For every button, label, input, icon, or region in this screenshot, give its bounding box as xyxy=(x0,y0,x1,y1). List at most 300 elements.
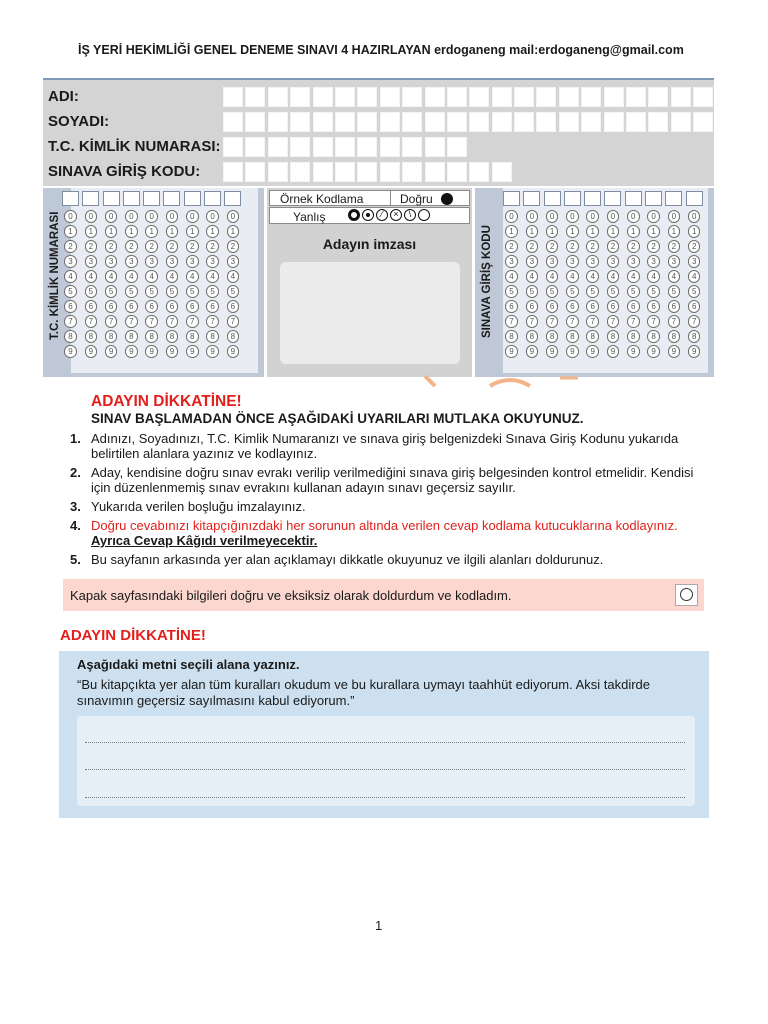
tc-vertical-label: T.C. KİMLİK NUMARASI xyxy=(49,211,61,340)
digit-bubble[interactable]: 7 xyxy=(566,315,579,328)
digit-bubble[interactable]: 0 xyxy=(206,210,219,223)
digit-bubble[interactable]: 4 xyxy=(206,270,219,283)
digit-bubble[interactable]: 7 xyxy=(546,315,559,328)
column-digit-box[interactable] xyxy=(625,191,642,206)
digit-bubble[interactable]: 3 xyxy=(586,255,599,268)
digit-bubble[interactable]: 2 xyxy=(546,240,559,253)
column-digit-box[interactable] xyxy=(665,191,682,206)
letter-box[interactable] xyxy=(335,87,355,107)
digit-bubble[interactable]: 2 xyxy=(526,240,539,253)
letter-box[interactable] xyxy=(268,137,288,157)
letter-box[interactable] xyxy=(536,112,556,132)
digit-bubble[interactable]: 2 xyxy=(166,240,179,253)
digit-bubble[interactable]: 1 xyxy=(85,225,98,238)
letter-box[interactable] xyxy=(223,112,243,132)
letter-box[interactable] xyxy=(425,87,445,107)
digit-bubble[interactable]: 9 xyxy=(546,345,559,358)
digit-bubble[interactable]: 5 xyxy=(647,285,660,298)
digit-bubble[interactable]: 0 xyxy=(607,210,620,223)
digit-bubble[interactable]: 4 xyxy=(166,270,179,283)
digit-bubble[interactable]: 5 xyxy=(227,285,240,298)
digit-bubble[interactable]: 5 xyxy=(125,285,138,298)
letter-box[interactable] xyxy=(626,112,646,132)
digit-bubble[interactable]: 4 xyxy=(586,270,599,283)
digit-bubble[interactable]: 9 xyxy=(145,345,158,358)
column-digit-box[interactable] xyxy=(82,191,99,206)
name-input-boxes[interactable] xyxy=(223,87,713,107)
digit-bubble[interactable]: 4 xyxy=(64,270,77,283)
digit-bubble[interactable]: 9 xyxy=(688,345,701,358)
letter-box[interactable] xyxy=(402,87,422,107)
digit-bubble[interactable]: 2 xyxy=(227,240,240,253)
letter-box[interactable] xyxy=(335,137,355,157)
digit-bubble[interactable]: 7 xyxy=(668,315,681,328)
digit-bubble[interactable]: 7 xyxy=(166,315,179,328)
digit-bubble[interactable]: 4 xyxy=(105,270,118,283)
digit-bubble[interactable]: 8 xyxy=(627,330,640,343)
letter-box[interactable] xyxy=(313,112,333,132)
digit-bubble[interactable]: 9 xyxy=(586,345,599,358)
letter-box[interactable] xyxy=(245,112,265,132)
digit-bubble[interactable]: 4 xyxy=(85,270,98,283)
digit-bubble[interactable]: 3 xyxy=(105,255,118,268)
digit-bubble[interactable]: 5 xyxy=(566,285,579,298)
digit-bubble[interactable]: 3 xyxy=(227,255,240,268)
column-digit-box[interactable] xyxy=(123,191,140,206)
digit-bubble[interactable]: 3 xyxy=(566,255,579,268)
digit-bubble[interactable]: 5 xyxy=(627,285,640,298)
digit-bubble[interactable]: 0 xyxy=(145,210,158,223)
letter-box[interactable] xyxy=(514,112,534,132)
letter-box[interactable] xyxy=(313,162,333,182)
digit-bubble[interactable]: 7 xyxy=(206,315,219,328)
digit-bubble[interactable]: 0 xyxy=(166,210,179,223)
letter-box[interactable] xyxy=(581,112,601,132)
digit-bubble[interactable]: 6 xyxy=(546,300,559,313)
letter-box[interactable] xyxy=(223,87,243,107)
letter-box[interactable] xyxy=(492,162,512,182)
column-digit-box[interactable] xyxy=(604,191,621,206)
digit-bubble[interactable]: 7 xyxy=(586,315,599,328)
letter-box[interactable] xyxy=(425,112,445,132)
digit-bubble[interactable]: 3 xyxy=(206,255,219,268)
digit-bubble[interactable]: 3 xyxy=(125,255,138,268)
letter-box[interactable] xyxy=(693,87,713,107)
digit-bubble[interactable]: 0 xyxy=(668,210,681,223)
digit-bubble[interactable]: 5 xyxy=(105,285,118,298)
digit-bubble[interactable]: 9 xyxy=(166,345,179,358)
digit-bubble[interactable]: 3 xyxy=(64,255,77,268)
digit-bubble[interactable]: 1 xyxy=(627,225,640,238)
confirmation-checkbox[interactable] xyxy=(675,584,698,606)
digit-bubble[interactable]: 5 xyxy=(85,285,98,298)
bubble-column xyxy=(686,191,703,360)
digit-bubble[interactable]: 8 xyxy=(586,330,599,343)
digit-bubble[interactable]: 9 xyxy=(85,345,98,358)
letter-box[interactable] xyxy=(380,112,400,132)
letter-box[interactable] xyxy=(380,162,400,182)
bubble-column xyxy=(62,191,79,360)
digit-bubble[interactable]: 0 xyxy=(546,210,559,223)
digit-bubble[interactable]: 1 xyxy=(105,225,118,238)
digit-bubble[interactable]: 8 xyxy=(166,330,179,343)
letter-box[interactable] xyxy=(245,137,265,157)
watermark-fragment xyxy=(420,374,580,388)
correct-filled-bubble-icon xyxy=(441,193,453,205)
column-digit-box[interactable] xyxy=(224,191,241,206)
digit-bubble[interactable]: 3 xyxy=(145,255,158,268)
digit-bubble[interactable]: 5 xyxy=(64,285,77,298)
letter-box[interactable] xyxy=(425,162,445,182)
digit-bubble[interactable]: 9 xyxy=(607,345,620,358)
pledge-panel xyxy=(59,651,709,818)
letter-box[interactable] xyxy=(290,87,310,107)
digit-bubble[interactable]: 1 xyxy=(227,225,240,238)
digit-bubble[interactable]: 6 xyxy=(607,300,620,313)
letter-box[interactable] xyxy=(380,137,400,157)
letter-box[interactable] xyxy=(357,137,377,157)
digit-bubble[interactable]: 5 xyxy=(206,285,219,298)
digit-bubble[interactable]: 7 xyxy=(64,315,77,328)
digit-bubble[interactable]: 9 xyxy=(125,345,138,358)
rule-text: Yukarıda verilen boşluğu imzalayınız. xyxy=(91,499,306,514)
digit-bubble[interactable]: 8 xyxy=(105,330,118,343)
digit-bubble[interactable]: 8 xyxy=(64,330,77,343)
letter-box[interactable] xyxy=(357,112,377,132)
digit-bubble[interactable]: 8 xyxy=(505,330,518,343)
digit-bubble[interactable]: 7 xyxy=(125,315,138,328)
digit-bubble[interactable]: 5 xyxy=(586,285,599,298)
digit-bubble[interactable]: 0 xyxy=(64,210,77,223)
digit-bubble[interactable]: 7 xyxy=(227,315,240,328)
digit-bubble[interactable]: 3 xyxy=(85,255,98,268)
letter-box[interactable] xyxy=(447,87,467,107)
digit-bubble[interactable]: 3 xyxy=(627,255,640,268)
digit-bubble[interactable]: 2 xyxy=(505,240,518,253)
digit-bubble[interactable]: 3 xyxy=(607,255,620,268)
digit-bubble[interactable]: 0 xyxy=(105,210,118,223)
rule-item xyxy=(70,518,710,548)
digit-bubble[interactable]: 4 xyxy=(186,270,199,283)
letter-box[interactable] xyxy=(290,112,310,132)
digit-bubble[interactable]: 1 xyxy=(64,225,77,238)
digit-bubble[interactable]: 1 xyxy=(566,225,579,238)
letter-box[interactable] xyxy=(581,87,601,107)
digit-bubble[interactable]: 4 xyxy=(546,270,559,283)
digit-bubble[interactable]: 4 xyxy=(227,270,240,283)
letter-box[interactable] xyxy=(671,87,691,107)
letter-box[interactable] xyxy=(626,87,646,107)
letter-box[interactable] xyxy=(335,112,355,132)
digit-bubble[interactable]: 3 xyxy=(647,255,660,268)
digit-bubble[interactable]: 8 xyxy=(186,330,199,343)
digit-bubble[interactable]: 8 xyxy=(227,330,240,343)
digit-bubble[interactable]: 2 xyxy=(206,240,219,253)
exam-code-input-boxes[interactable] xyxy=(223,162,512,182)
digit-bubble[interactable]: 2 xyxy=(186,240,199,253)
column-digit-box[interactable] xyxy=(204,191,221,206)
column-digit-box[interactable] xyxy=(564,191,581,206)
digit-bubble[interactable]: 3 xyxy=(688,255,701,268)
digit-bubble[interactable]: 0 xyxy=(688,210,701,223)
confirmation-bubble-icon xyxy=(680,588,693,601)
digit-bubble[interactable]: 7 xyxy=(647,315,660,328)
digit-bubble[interactable]: 4 xyxy=(505,270,518,283)
letter-box[interactable] xyxy=(380,87,400,107)
letter-box[interactable] xyxy=(245,87,265,107)
letter-box[interactable] xyxy=(648,87,668,107)
digit-bubble[interactable]: 1 xyxy=(125,225,138,238)
signature-box[interactable] xyxy=(280,262,460,364)
digit-bubble[interactable]: 8 xyxy=(125,330,138,343)
column-digit-box[interactable] xyxy=(143,191,160,206)
digit-bubble[interactable]: 3 xyxy=(668,255,681,268)
digit-bubble[interactable]: 2 xyxy=(64,240,77,253)
digit-bubble[interactable]: 9 xyxy=(566,345,579,358)
digit-bubble[interactable]: 8 xyxy=(668,330,681,343)
digit-bubble[interactable]: 8 xyxy=(647,330,660,343)
digit-bubble[interactable]: 6 xyxy=(688,300,701,313)
digit-bubble[interactable]: 4 xyxy=(607,270,620,283)
digit-bubble[interactable]: 0 xyxy=(186,210,199,223)
digit-bubble[interactable]: 6 xyxy=(227,300,240,313)
digit-bubble[interactable]: 9 xyxy=(668,345,681,358)
letter-box[interactable] xyxy=(357,87,377,107)
digit-bubble[interactable]: 9 xyxy=(505,345,518,358)
digit-bubble[interactable]: 5 xyxy=(505,285,518,298)
digit-bubble[interactable]: 5 xyxy=(166,285,179,298)
digit-bubble[interactable]: 0 xyxy=(586,210,599,223)
digit-bubble[interactable]: 2 xyxy=(607,240,620,253)
digit-bubble[interactable]: 5 xyxy=(607,285,620,298)
digit-bubble[interactable]: 7 xyxy=(105,315,118,328)
digit-bubble[interactable]: 6 xyxy=(526,300,539,313)
letter-box[interactable] xyxy=(447,137,467,157)
bubble-column xyxy=(544,191,561,360)
digit-bubble[interactable]: 1 xyxy=(668,225,681,238)
digit-bubble[interactable]: 8 xyxy=(688,330,701,343)
digit-bubble[interactable]: 7 xyxy=(688,315,701,328)
letter-box[interactable] xyxy=(290,162,310,182)
digit-bubble[interactable]: 9 xyxy=(227,345,240,358)
digit-bubble[interactable]: 6 xyxy=(125,300,138,313)
digit-bubble[interactable]: 4 xyxy=(125,270,138,283)
digit-bubble[interactable]: 1 xyxy=(688,225,701,238)
digit-bubble[interactable]: 1 xyxy=(145,225,158,238)
letter-box[interactable] xyxy=(559,112,579,132)
letter-box[interactable] xyxy=(447,112,467,132)
digit-bubble[interactable]: 5 xyxy=(546,285,559,298)
digit-bubble[interactable]: 1 xyxy=(546,225,559,238)
column-digit-box[interactable] xyxy=(686,191,703,206)
digit-bubble[interactable]: 4 xyxy=(566,270,579,283)
signature-title: Adayın imzası xyxy=(322,236,417,252)
digit-bubble[interactable]: 1 xyxy=(647,225,660,238)
letter-box[interactable] xyxy=(514,87,534,107)
digit-bubble[interactable]: 1 xyxy=(607,225,620,238)
letter-box[interactable] xyxy=(492,112,512,132)
column-digit-box[interactable] xyxy=(523,191,540,206)
digit-bubble[interactable]: 6 xyxy=(105,300,118,313)
digit-bubble[interactable]: 2 xyxy=(145,240,158,253)
column-digit-box[interactable] xyxy=(584,191,601,206)
digit-bubble[interactable]: 2 xyxy=(125,240,138,253)
digit-bubble[interactable]: 5 xyxy=(145,285,158,298)
letter-box[interactable] xyxy=(536,87,556,107)
digit-bubble[interactable]: 6 xyxy=(145,300,158,313)
digit-bubble[interactable]: 2 xyxy=(586,240,599,253)
digit-bubble[interactable]: 8 xyxy=(566,330,579,343)
letter-box[interactable] xyxy=(559,87,579,107)
digit-bubble[interactable]: 3 xyxy=(166,255,179,268)
letter-box[interactable] xyxy=(402,137,422,157)
letter-box[interactable] xyxy=(268,87,288,107)
letter-box[interactable] xyxy=(469,112,489,132)
digit-bubble[interactable]: 7 xyxy=(526,315,539,328)
digit-bubble[interactable]: 3 xyxy=(505,255,518,268)
digit-bubble[interactable]: 6 xyxy=(586,300,599,313)
digit-bubble[interactable]: 6 xyxy=(647,300,660,313)
letter-box[interactable] xyxy=(447,162,467,182)
digit-bubble[interactable]: 9 xyxy=(627,345,640,358)
digit-bubble[interactable]: 8 xyxy=(206,330,219,343)
column-digit-box[interactable] xyxy=(503,191,520,206)
digit-bubble[interactable]: 5 xyxy=(688,285,701,298)
digit-bubble[interactable]: 1 xyxy=(505,225,518,238)
digit-bubble[interactable]: 7 xyxy=(505,315,518,328)
digit-bubble[interactable]: 1 xyxy=(206,225,219,238)
digit-bubble[interactable]: 2 xyxy=(85,240,98,253)
bold-ring-bubble-icon xyxy=(348,209,360,221)
letter-box[interactable] xyxy=(290,137,310,157)
digit-bubble[interactable]: 1 xyxy=(166,225,179,238)
letter-box[interactable] xyxy=(469,162,489,182)
digit-bubble[interactable]: 8 xyxy=(85,330,98,343)
rule-note: Ayrıca Cevap Kâğıdı verilmeyecektir. xyxy=(91,533,318,548)
digit-bubble[interactable]: 7 xyxy=(607,315,620,328)
digit-bubble[interactable]: 6 xyxy=(64,300,77,313)
digit-bubble[interactable]: 7 xyxy=(85,315,98,328)
tc-input-boxes[interactable] xyxy=(223,137,467,157)
letter-box[interactable] xyxy=(313,137,333,157)
digit-bubble[interactable]: 6 xyxy=(505,300,518,313)
digit-bubble[interactable]: 2 xyxy=(688,240,701,253)
letter-box[interactable] xyxy=(313,87,333,107)
digit-bubble[interactable]: 9 xyxy=(526,345,539,358)
column-digit-box[interactable] xyxy=(103,191,120,206)
digit-bubble[interactable]: 4 xyxy=(526,270,539,283)
letter-box[interactable] xyxy=(648,112,668,132)
digit-bubble[interactable]: 5 xyxy=(186,285,199,298)
digit-bubble[interactable]: 2 xyxy=(105,240,118,253)
digit-bubble[interactable]: 3 xyxy=(186,255,199,268)
digit-bubble[interactable]: 9 xyxy=(64,345,77,358)
letter-box[interactable] xyxy=(357,162,377,182)
digit-bubble[interactable]: 9 xyxy=(647,345,660,358)
digit-bubble[interactable]: 9 xyxy=(186,345,199,358)
digit-bubble[interactable]: 0 xyxy=(566,210,579,223)
digit-bubble[interactable]: 8 xyxy=(526,330,539,343)
digit-bubble[interactable]: 8 xyxy=(546,330,559,343)
digit-bubble[interactable]: 0 xyxy=(505,210,518,223)
digit-bubble[interactable]: 4 xyxy=(688,270,701,283)
letter-box[interactable] xyxy=(402,162,422,182)
rule-item xyxy=(70,552,710,567)
digit-bubble[interactable]: 4 xyxy=(647,270,660,283)
letter-box[interactable] xyxy=(492,87,512,107)
digit-bubble[interactable]: 5 xyxy=(526,285,539,298)
digit-bubble[interactable]: 3 xyxy=(546,255,559,268)
letter-box[interactable] xyxy=(268,112,288,132)
digit-bubble[interactable]: 6 xyxy=(186,300,199,313)
digit-bubble[interactable]: 2 xyxy=(647,240,660,253)
digit-bubble[interactable]: 6 xyxy=(627,300,640,313)
column-digit-box[interactable] xyxy=(62,191,79,206)
letter-box[interactable] xyxy=(604,87,624,107)
digit-bubble[interactable]: 9 xyxy=(105,345,118,358)
digit-bubble[interactable]: 7 xyxy=(627,315,640,328)
digit-bubble[interactable]: 0 xyxy=(526,210,539,223)
digit-bubble[interactable]: 0 xyxy=(627,210,640,223)
digit-bubble[interactable]: 6 xyxy=(85,300,98,313)
digit-bubble[interactable]: 8 xyxy=(607,330,620,343)
letter-box[interactable] xyxy=(335,162,355,182)
digit-bubble[interactable]: 4 xyxy=(668,270,681,283)
column-digit-box[interactable] xyxy=(544,191,561,206)
digit-bubble[interactable]: 2 xyxy=(668,240,681,253)
digit-bubble[interactable]: 0 xyxy=(227,210,240,223)
letter-box[interactable] xyxy=(223,162,243,182)
digit-bubble[interactable]: 4 xyxy=(145,270,158,283)
digit-bubble[interactable]: 1 xyxy=(186,225,199,238)
digit-bubble[interactable]: 4 xyxy=(627,270,640,283)
column-digit-box[interactable] xyxy=(645,191,662,206)
digit-bubble[interactable]: 6 xyxy=(566,300,579,313)
letter-box[interactable] xyxy=(671,112,691,132)
column-digit-box[interactable] xyxy=(163,191,180,206)
writing-line xyxy=(85,769,685,770)
digit-bubble[interactable]: 1 xyxy=(586,225,599,238)
letter-box[interactable] xyxy=(425,137,445,157)
letter-box[interactable] xyxy=(268,162,288,182)
column-digit-box[interactable] xyxy=(184,191,201,206)
letter-box[interactable] xyxy=(693,112,713,132)
digit-bubble[interactable]: 6 xyxy=(668,300,681,313)
digit-bubble[interactable]: 9 xyxy=(206,345,219,358)
digit-bubble[interactable]: 6 xyxy=(206,300,219,313)
letter-box[interactable] xyxy=(245,162,265,182)
pledge-writing-area[interactable] xyxy=(77,716,695,806)
digit-bubble[interactable]: 7 xyxy=(145,315,158,328)
surname-input-boxes[interactable] xyxy=(223,112,713,132)
digit-bubble[interactable]: 1 xyxy=(526,225,539,238)
example-divider xyxy=(390,191,391,206)
digit-bubble[interactable]: 3 xyxy=(526,255,539,268)
letter-box[interactable] xyxy=(223,137,243,157)
digit-bubble[interactable]: 5 xyxy=(668,285,681,298)
digit-bubble[interactable]: 7 xyxy=(186,315,199,328)
digit-bubble[interactable]: 0 xyxy=(647,210,660,223)
letter-box[interactable] xyxy=(469,87,489,107)
digit-bubble[interactable]: 2 xyxy=(566,240,579,253)
letter-box[interactable] xyxy=(402,112,422,132)
digit-bubble[interactable]: 2 xyxy=(627,240,640,253)
digit-bubble[interactable]: 6 xyxy=(166,300,179,313)
digit-bubble[interactable]: 0 xyxy=(85,210,98,223)
digit-bubble[interactable]: 0 xyxy=(125,210,138,223)
digit-bubble[interactable]: 8 xyxy=(145,330,158,343)
letter-box[interactable] xyxy=(604,112,624,132)
